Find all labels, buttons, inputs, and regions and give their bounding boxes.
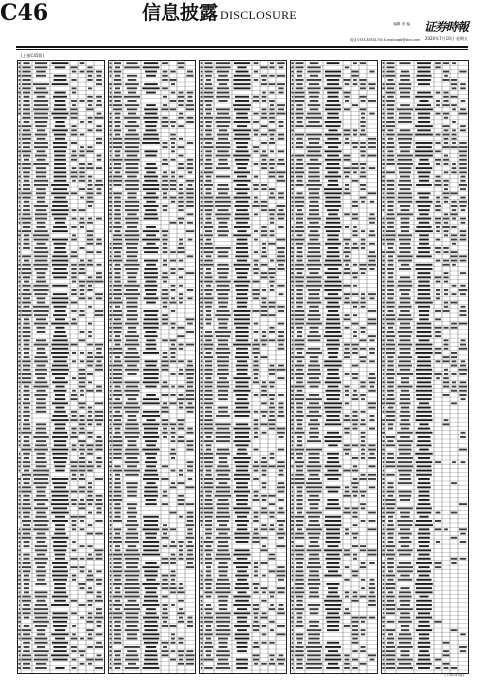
holdings-table-3 xyxy=(200,61,286,673)
table-column-5 xyxy=(381,60,469,674)
continued-to-label: (下转C47版) xyxy=(444,673,464,677)
section-title-chinese: 信息披露 xyxy=(142,2,219,24)
holdings-table-2 xyxy=(109,61,195,673)
table-column-3 xyxy=(199,60,287,674)
masthead-meta xyxy=(318,18,468,46)
holdings-table-1 xyxy=(18,61,104,673)
table-column-4 xyxy=(290,60,378,674)
newspaper-logo: 证券時報 xyxy=(423,20,468,34)
holdings-table-5 xyxy=(382,61,468,673)
section-title-english: DISCLOSURE xyxy=(220,8,298,22)
masthead-rule-thin xyxy=(16,49,468,50)
holdings-table-4 xyxy=(291,61,377,673)
table-column-1 xyxy=(17,60,105,674)
masthead-rule xyxy=(16,46,468,48)
editor-credit: 编辑 美 编 xyxy=(393,22,410,26)
issue-date: 2020年7月10日 星期五 xyxy=(424,36,468,41)
table-column-2 xyxy=(108,60,196,674)
section-title xyxy=(142,2,297,24)
page-number: C46 xyxy=(0,0,49,26)
disclosure-content xyxy=(17,52,467,682)
contact-info: 电话 0755-83501750 E-mail:zqsb@stcn.com xyxy=(349,38,420,42)
continued-from-label: (上接C45版) xyxy=(21,53,45,58)
